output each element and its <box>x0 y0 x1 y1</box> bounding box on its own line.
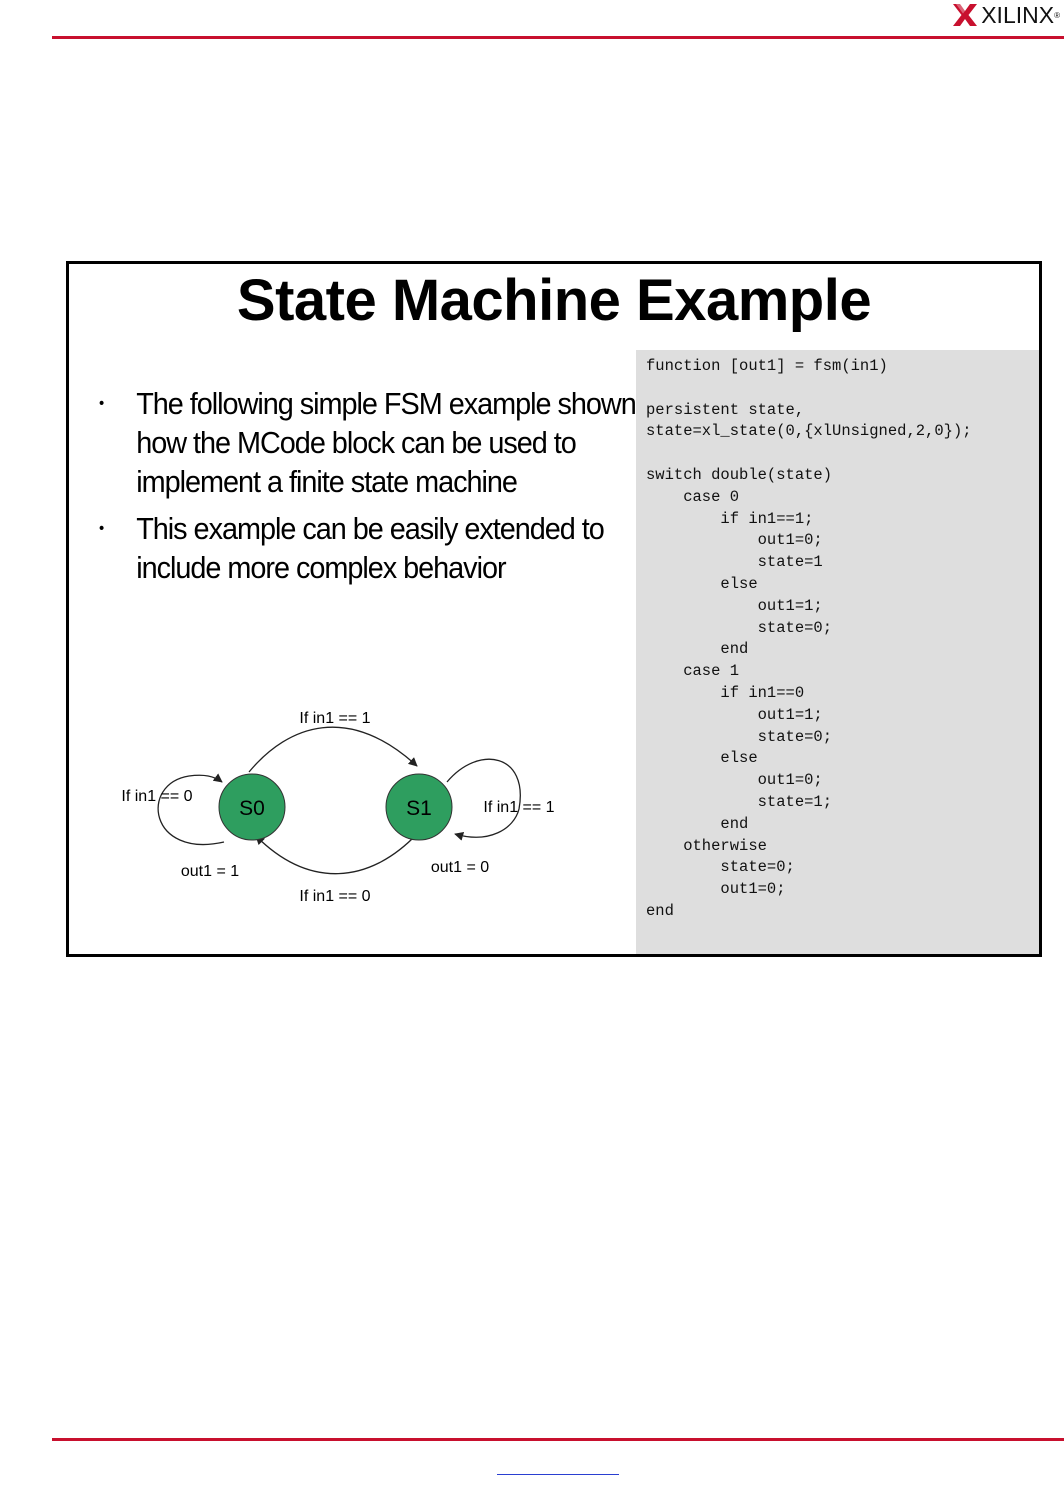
slide-title: State Machine Example <box>236 268 872 333</box>
code-line: state=0; <box>646 727 833 746</box>
code-line: state=1 <box>646 553 823 572</box>
code-line: if in1==0 <box>646 684 805 702</box>
xilinx-logo-icon <box>953 4 977 26</box>
code-line: else <box>646 749 758 768</box>
code-line: state=0; <box>646 618 833 637</box>
code-line: if in1==1; <box>646 509 814 528</box>
code-line: else <box>646 575 758 593</box>
label-s0-output: out1 = 1 <box>180 863 240 880</box>
code-line: switch double(state) <box>646 466 833 484</box>
code-line: case 1 <box>646 662 740 681</box>
code-line: state=1; <box>646 793 833 811</box>
transition-s1-to-s0 <box>256 834 417 874</box>
code-line: end <box>646 814 749 833</box>
logo-text: XILINX <box>981 1 1055 28</box>
code-line: function [out1] = fsm(in1) <box>646 357 888 375</box>
code-line: out1=1; <box>646 596 823 615</box>
label-s1-self: If in1 == 1 <box>483 799 555 816</box>
footer-link-underline <box>497 1474 619 1475</box>
code-line: otherwise <box>646 836 767 855</box>
self-loop-s0 <box>158 775 224 844</box>
code-line: out1=0; <box>646 771 823 790</box>
bullet-marker: • <box>99 395 104 412</box>
bullet-list <box>99 384 636 595</box>
code-line: end <box>646 902 674 920</box>
state-node-s0-label: S0 <box>239 797 265 820</box>
transition-s0-to-s1 <box>249 727 417 772</box>
code-line: out1=1; <box>646 705 823 724</box>
code-line: out1=0; <box>646 880 786 899</box>
code-line: case 0 <box>646 487 740 506</box>
bullet-text: This example can be easily extended to include more complex behavior <box>136 511 604 585</box>
bullet-item <box>99 509 657 587</box>
footer-rule <box>52 1438 1064 1441</box>
xilinx-logo <box>953 2 1060 28</box>
code-line: out1=0; <box>646 531 823 550</box>
label-s0-self: If in1 == 0 <box>121 788 193 805</box>
header-rule <box>52 36 1064 39</box>
state-node-s1-label: S1 <box>406 797 432 820</box>
label-s0-to-s1: If in1 == 1 <box>299 710 371 727</box>
label-s1-to-s0: If in1 == 0 <box>299 888 371 905</box>
slide-frame <box>66 261 1042 957</box>
label-s1-output: out1 = 0 <box>430 859 490 876</box>
code-line: state=0; <box>646 858 795 877</box>
code-line: state=xl_state(0,{xlUnsigned,2,0}); <box>646 422 972 441</box>
code-line: persistent state, <box>646 400 805 419</box>
code-line: end <box>646 640 749 659</box>
bullet-text: The following simple FSM example shown how the MCode block can be used to implement a finite state machine <box>136 386 636 499</box>
state-diagram <box>99 684 619 924</box>
code-panel <box>636 350 1039 954</box>
bullet-item <box>99 384 657 501</box>
logo-registered-mark: ® <box>1054 10 1060 20</box>
bullet-marker: • <box>99 520 104 537</box>
